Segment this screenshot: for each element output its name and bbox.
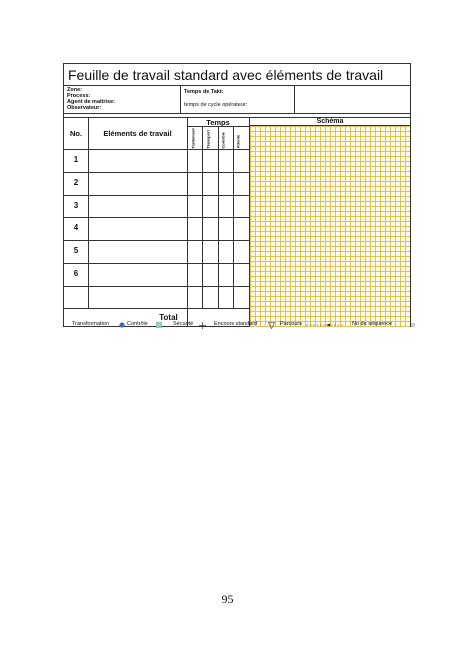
table-rule bbox=[64, 286, 249, 287]
row-number: 6 bbox=[73, 269, 79, 278]
standard-work-sheet bbox=[63, 63, 411, 327]
legend-securite: Sécurité bbox=[173, 321, 194, 327]
schema-header: Schéma bbox=[250, 118, 410, 126]
row-number: 4 bbox=[73, 223, 79, 232]
temps-sub-transport: Transport bbox=[205, 130, 211, 149]
table-rule bbox=[187, 126, 249, 127]
sequence-marker-icon bbox=[410, 323, 415, 327]
observer-label: Observateur: bbox=[67, 105, 102, 111]
controle-icon bbox=[156, 322, 162, 328]
legend-controle: Contrôle bbox=[127, 321, 148, 327]
legend-encours: Encours standard bbox=[214, 321, 258, 327]
table-rule bbox=[64, 308, 249, 309]
table-rule bbox=[64, 217, 249, 218]
row-number: 2 bbox=[73, 178, 79, 187]
process-label: Process: bbox=[67, 93, 91, 99]
col-no-header: No. bbox=[69, 128, 83, 138]
transformation-icon bbox=[119, 322, 125, 328]
info-mid-cell bbox=[181, 86, 295, 113]
table-rule bbox=[64, 263, 249, 264]
page-number: 95 bbox=[221, 592, 234, 606]
encours-triangle-icon bbox=[268, 322, 275, 329]
table-rule bbox=[64, 172, 249, 173]
info-left-cell bbox=[64, 86, 181, 113]
row-number: 1 bbox=[73, 155, 79, 164]
table-rule bbox=[64, 149, 249, 150]
table-rule bbox=[64, 240, 249, 241]
table-divider bbox=[88, 118, 89, 308]
temps-sub-controle: Contrôle bbox=[220, 132, 226, 149]
agent-label: Agent de maîtrise: bbox=[67, 99, 115, 105]
work-elements-table bbox=[64, 118, 249, 327]
col-temps-header: Temps bbox=[206, 117, 230, 127]
securite-cross-icon bbox=[199, 322, 206, 329]
legend-sequence: No de séquence bbox=[352, 321, 393, 327]
table-rule bbox=[64, 195, 249, 196]
schema-area bbox=[250, 118, 410, 327]
schema-grid bbox=[250, 126, 410, 327]
col-elements-header: Eléments de travail bbox=[103, 128, 172, 138]
temps-sub-attente: Attente bbox=[235, 134, 241, 149]
temps-sub-traitement: Traitement bbox=[190, 128, 196, 149]
cycle-label: temps de cycle opérateur: bbox=[184, 102, 248, 108]
row-number: 3 bbox=[73, 201, 79, 210]
row-number: 5 bbox=[73, 246, 79, 255]
parcours-dashed-arrow-icon bbox=[306, 323, 344, 327]
zone-label: Zone: bbox=[67, 87, 82, 93]
legend-transformation: Transformation bbox=[72, 321, 109, 327]
info-section bbox=[64, 86, 410, 114]
total-label: Total bbox=[159, 312, 178, 322]
legend bbox=[72, 321, 417, 331]
sheet-title: Feuille de travail standard avec éléments de travail bbox=[64, 64, 410, 86]
takt-label: Temps de Takt: bbox=[184, 89, 224, 95]
legend-parcours: Parcours bbox=[280, 321, 303, 327]
